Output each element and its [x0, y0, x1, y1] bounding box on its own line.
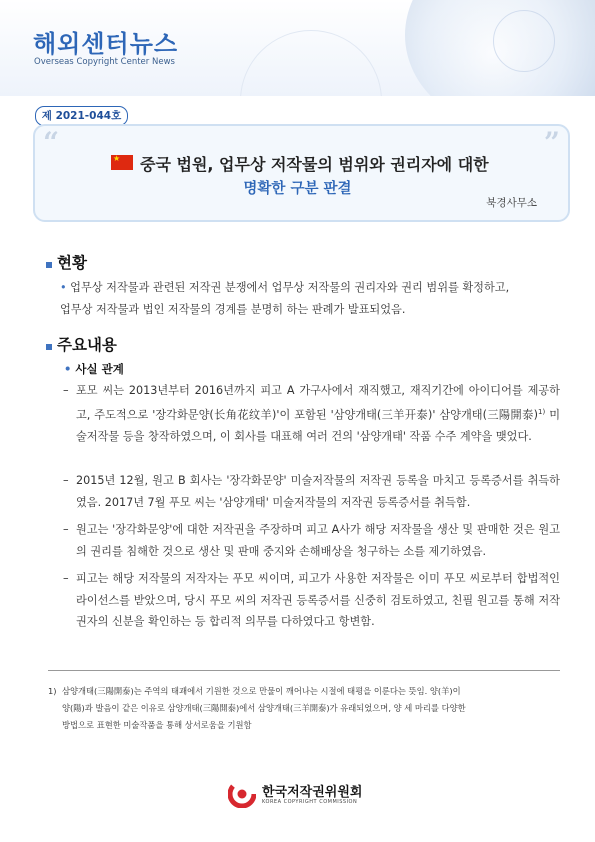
list-item: – 2015년 12월, 원고 B 회사는 '장각화문양' 미술저작물의 저작권 등록을 마치고 등록증서를 취득하였음. 2017년 7월 푸모 씨는 '삼양개태' 미술저작물의 저작권 등록증서를 취득함. [63, 470, 560, 513]
list-item-text: 2015년 12월, 원고 B 회사는 '장각화문양' 미술저작물의 저작권 등록을 마치고 등록증서를 취득하였음. 2017년 7월 푸모 씨는 '삼양개태' 미술저작물의 저작권 등록증서를 취득함. [76, 474, 560, 509]
bullet-dot-icon: • [60, 281, 67, 294]
header-banner [0, 0, 595, 96]
section-heading-status: 현황 [57, 254, 87, 272]
list-item: – 포모 씨는 2013년부터 2016년까지 피고 A 가구사에서 재직했고, 재직기간에 아이디어를 제공하고, 주도적으로 '장각화문양(长角花纹羊)'이 포함된 '삼양개태(三羊开泰)' 삼양개태(三陽開泰)$^{1)}$ 미술저작물 등을 창작하였으며, 이 회사를 대표해 여러 건의 '삼양개태' 작품 수주 계약을 맺었다. [63, 384, 560, 443]
list-item-text: 원고는 '장각화문양'에 대한 저작권을 주장하며 피고 A사가 해당 저작물을 생산 및 판매한 것은 원고의 권리를 침해한 것으로 생산 및 판매 중지와 손해배상을 청구하는 소를 제기하였음. [76, 523, 560, 558]
list-item-text: 피고는 해당 저작물의 저작자는 푸모 씨이며, 피고가 사용한 저작물은 이미 푸모 씨로부터 합법적인 라이선스를 받았으며, 당시 푸모 씨의 저작권 등록증서를 신중히 검토하였고, 친필 원고를 통해 저작권자의 신분을 확인하는 등 합리적 의무를 다하였다고 항변함. [76, 572, 560, 628]
list-item: – 피고는 해당 저작물의 저작자는 푸모 씨이며, 피고가 사용한 저작물은 이미 푸모 씨로부터 합법적인 라이선스를 받았으며, 당시 푸모 씨의 저작권 등록증서를 신중히 검토하였고, 친필 원고를 통해 저작권자의 신분을 확인하는 등 합리적 의무를 다하였다고 항변함. [63, 568, 560, 633]
article-title-line2: 명확한 구분 판결 [243, 181, 352, 197]
globe-ring-graphic [493, 10, 555, 72]
footnote [48, 683, 560, 734]
footnote-divider [48, 670, 560, 671]
china-flag-icon: ★ [111, 155, 133, 170]
footnote-number: 1) [48, 686, 57, 696]
section-bullet-icon [46, 262, 52, 268]
section-bullet-icon [46, 344, 52, 350]
footnote-line3: 방법으로 표현한 미술작품을 통해 상서로움을 기원함 [62, 720, 252, 730]
footnote-line2: 양(陽)과 발음이 같은 이유로 삼양개태(三陽開泰)에서 삼양개태(三羊開泰)가 유래되었으며, 양 세 마리를 다양한 [62, 703, 466, 713]
organization-logo [228, 776, 388, 816]
status-line2: 업무상 저작물과 법인 저작물의 경계를 분명히 하는 판례가 발표되었음. [60, 303, 406, 316]
close-quote-icon: ” [543, 126, 560, 159]
bullet-dot-icon: • [64, 362, 72, 376]
list-item: – 원고는 '장각화문양'에 대한 저작권을 주장하며 피고 A사가 해당 저작물을 생산 및 판매한 것은 원고의 권리를 침해한 것으로 생산 및 판매 중지와 손해배상을 청구하는 소를 제기하였음. [63, 519, 560, 562]
list-item-text: 포모 씨는 2013년부터 2016년까지 피고 A 가구사에서 재직했고, 재직기간에 아이디어를 제공하고, 주도적으로 '장각화문양(长角花纹羊)'이 포함된 '삼양개태(三羊开泰)' 삼양개태(三陽開泰) [76, 384, 560, 422]
issue-number-badge: 제 2021-044호 [35, 106, 128, 126]
globe-ring-graphic [240, 30, 382, 96]
org-name: 한국저작권위원회 [262, 785, 363, 800]
open-quote-icon: “ [43, 126, 60, 159]
org-name-english: KOREA COPYRIGHT COMMISSION [262, 799, 358, 805]
copyright-commission-logo-icon [228, 780, 256, 808]
article-title-line1: 중국 법원, 업무상 저작물의 범위와 권리자에 대한 [140, 155, 489, 174]
status-paragraph [60, 277, 560, 321]
list-item-text: 미술저작물 등을 창작하였으며, 이 회사를 대표해 여러 건의 '삼양개태' 작품 수주 계약을 맺었다. [76, 408, 560, 443]
section-heading-main: 주요내용 [57, 336, 117, 354]
subsection-heading: • 사실 관계 [64, 362, 124, 376]
footnote-line1: 삼양개태(三陽開泰)는 주역의 태괘에서 기원한 것으로 만물이 깨어나는 시절에 태평을 이룬다는 뜻임. 양(羊)이 [62, 686, 461, 696]
newsletter-subtitle: Overseas Copyright Center News [34, 57, 175, 67]
office-name: 북경사무소 [486, 197, 537, 209]
footnote-ref: 1) [538, 407, 546, 416]
newsletter-title: 해외센터뉴스 [33, 30, 179, 58]
status-line1: 업무상 저작물과 관련된 저작권 분쟁에서 업무상 저작물의 권리자와 권리 범위를 확정하고, [70, 281, 510, 294]
